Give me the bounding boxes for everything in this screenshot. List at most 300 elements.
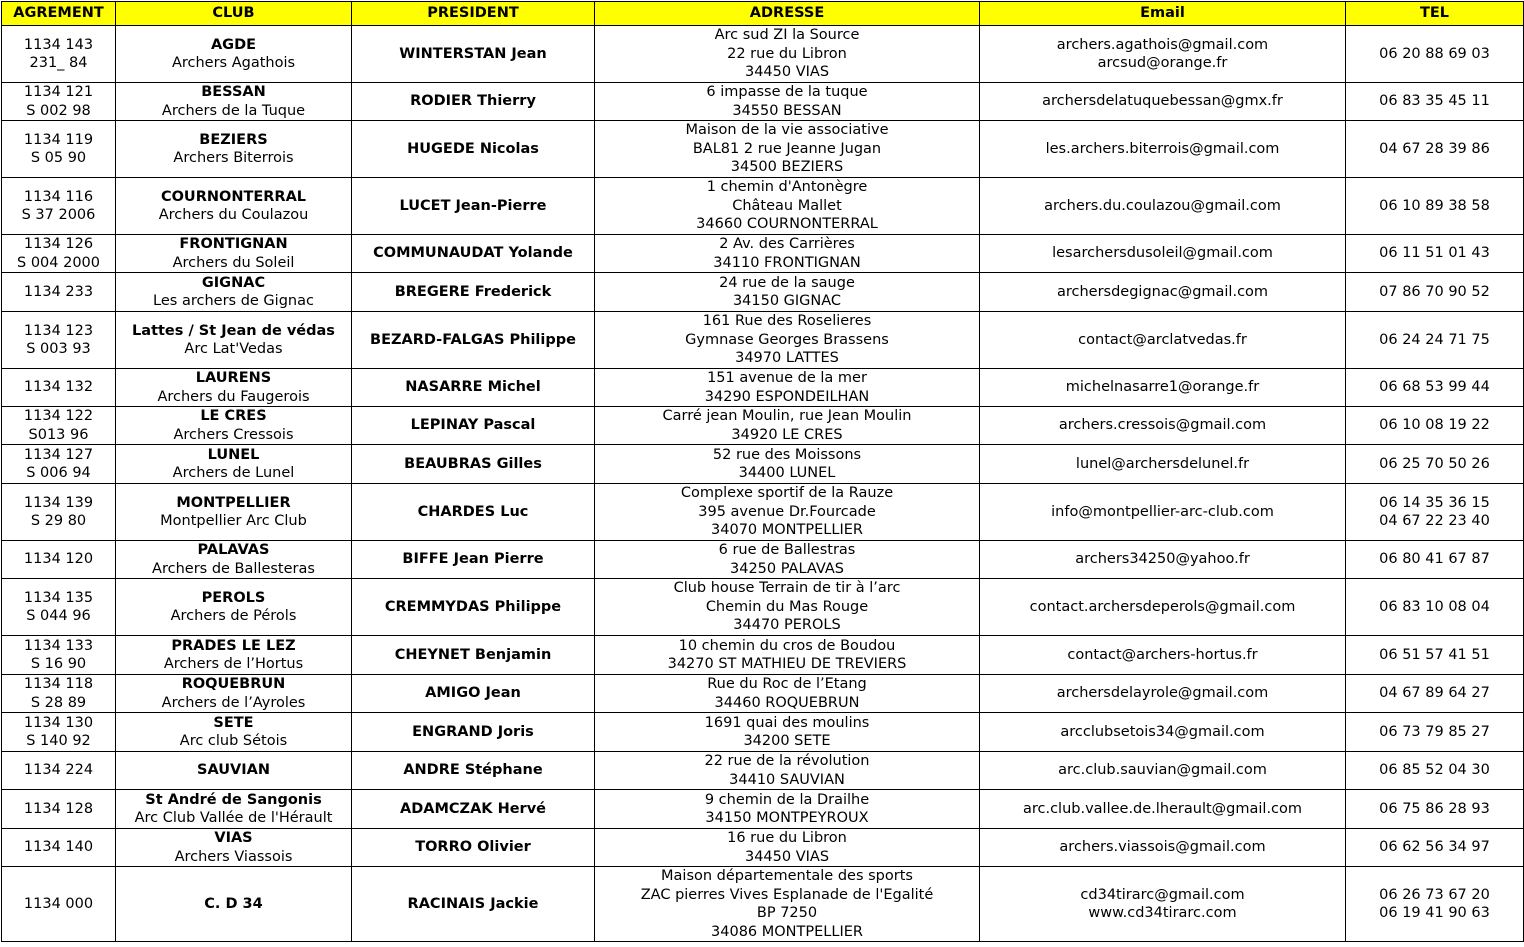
- tel-cell-line: 06 51 57 41 51: [1379, 646, 1490, 663]
- email-cell: [980, 579, 1346, 636]
- tel-cell-line: 06 75 86 28 93: [1379, 800, 1490, 817]
- agrement-cell-line: 1134 130: [23, 714, 94, 731]
- president-cell: CHEYNET Benjamin: [352, 636, 595, 675]
- tel-cell-line: 06 14 35 36 15: [1379, 494, 1490, 511]
- email-cell-line: contact@arclatvedas.fr: [1078, 331, 1247, 348]
- club-subtitle: Archers de Lunel: [172, 465, 295, 481]
- agrement-cell-line: 1134 122: [23, 408, 94, 424]
- email-cell: [980, 407, 1346, 445]
- tel-cell-line: 06 83 10 08 04: [1379, 598, 1490, 615]
- table-row: [2, 579, 1524, 636]
- tel-cell-line: 04 67 89 64 27: [1379, 685, 1490, 702]
- table-row: [2, 121, 1524, 178]
- club-name: LAURENS: [195, 370, 272, 386]
- tel-cell: [1346, 26, 1524, 83]
- table-row: [2, 484, 1524, 541]
- president-cell: AMIGO Jean: [352, 675, 595, 713]
- adresse-cell-line: 34970 LATTES: [735, 350, 839, 367]
- adresse-cell-line: 34450 VIAS: [744, 848, 830, 865]
- tel-cell: [1346, 713, 1524, 752]
- header-email: Email: [980, 2, 1346, 26]
- email-cell-line: info@montpellier-arc-club.com: [1051, 503, 1274, 520]
- tel-cell-line: 06 10 89 38 58: [1379, 197, 1490, 214]
- agrement-cell: [2, 445, 116, 484]
- email-cell: [980, 867, 1346, 942]
- agrement-cell-line: 1134 123: [23, 322, 94, 339]
- club-cell: [116, 790, 352, 829]
- club-name: VIAS: [214, 830, 253, 846]
- agrement-cell: [2, 178, 116, 235]
- email-cell: [980, 829, 1346, 867]
- agrement-cell-line: S 002 98: [26, 102, 91, 119]
- table-row: [2, 752, 1524, 790]
- club-subtitle: Les archers de Gignac: [153, 293, 314, 309]
- president-cell: HUGEDE Nicolas: [352, 121, 595, 178]
- club-name: Lattes / St Jean de védas: [132, 322, 335, 339]
- table-row: [2, 235, 1524, 273]
- email-cell: [980, 790, 1346, 829]
- agrement-cell-line: S 003 93: [26, 341, 91, 357]
- tel-cell-line: 06 24 24 71 75: [1379, 331, 1490, 348]
- tel-cell: [1346, 235, 1524, 273]
- header-row: [2, 2, 1524, 26]
- tel-cell: [1346, 369, 1524, 407]
- club-name: C. D 34: [204, 895, 263, 912]
- adresse-cell-line: 34290 ESPONDEILHAN: [704, 388, 870, 405]
- agrement-cell: [2, 713, 116, 752]
- tel-cell-line: 06 19 41 90 63: [1379, 905, 1490, 921]
- email-cell: [980, 675, 1346, 713]
- adresse-cell-line: 24 rue de la sauge: [719, 274, 855, 291]
- agrement-cell-line: S 05 90: [30, 150, 87, 166]
- table-row: [2, 26, 1524, 83]
- agrement-cell: [2, 484, 116, 541]
- agrement-cell-line: 1134 135: [23, 589, 94, 606]
- adresse-cell-line: Complexe sportif de la Rauze: [680, 485, 894, 502]
- club-cell: [116, 26, 352, 83]
- agrement-cell-line: S 006 94: [26, 465, 91, 481]
- email-cell: [980, 178, 1346, 235]
- club-subtitle: Archers du Faugerois: [157, 388, 310, 405]
- adresse-cell-line: 34150 GIGNAC: [732, 293, 842, 309]
- adresse-cell-line: 6 rue de Ballestras: [718, 542, 856, 558]
- tel-cell: [1346, 790, 1524, 829]
- agrement-cell-line: S 044 96: [26, 608, 91, 624]
- tel-cell: [1346, 273, 1524, 312]
- adresse-cell-line: 34450 VIAS: [744, 64, 830, 81]
- email-cell-line: arc.club.sauvian@gmail.com: [1058, 762, 1267, 779]
- agrement-cell-line: 1134 128: [23, 800, 94, 817]
- adresse-cell-line: 22 rue de la révolution: [704, 753, 870, 769]
- adresse-cell-line: 161 Rue des Roselieres: [702, 313, 872, 330]
- agrement-cell: [2, 369, 116, 407]
- table-row: [2, 541, 1524, 579]
- adresse-cell: [595, 121, 980, 178]
- tel-cell: [1346, 636, 1524, 675]
- email-cell-line: michelnasarre1@orange.fr: [1065, 379, 1260, 396]
- club-cell: [116, 579, 352, 636]
- adresse-cell-line: 34550 BESSAN: [732, 102, 842, 119]
- president-cell: ANDRE Stéphane: [352, 752, 595, 790]
- club-name: MONTPELLIER: [176, 494, 291, 511]
- agrement-cell-line: 1134 120: [23, 551, 94, 568]
- adresse-cell-line: 10 chemin du cros de Boudou: [678, 637, 896, 654]
- club-subtitle: Archers de Pérols: [170, 608, 297, 624]
- adresse-cell-line: 1 chemin d'Antonègre: [706, 179, 868, 196]
- tel-cell: [1346, 121, 1524, 178]
- adresse-cell-line: 34270 ST MATHIEU DE TREVIERS: [667, 656, 907, 672]
- agrement-cell-line: 1134 233: [23, 283, 94, 300]
- adresse-cell-line: 1691 quai des moulins: [704, 714, 870, 731]
- tel-cell-line: 06 25 70 50 26: [1379, 455, 1490, 472]
- president-cell: WINTERSTAN Jean: [352, 26, 595, 83]
- tel-cell-line: 06 68 53 99 44: [1379, 379, 1490, 396]
- adresse-cell: [595, 369, 980, 407]
- club-name: PALAVAS: [197, 542, 270, 558]
- agrement-cell-line: S 28 89: [30, 694, 87, 711]
- email-cell-line: contact@archers-hortus.fr: [1067, 646, 1258, 663]
- club-cell: [116, 867, 352, 942]
- club-cell: [116, 484, 352, 541]
- table-row: [2, 312, 1524, 369]
- adresse-cell: [595, 713, 980, 752]
- president-cell: LEPINAY Pascal: [352, 407, 595, 445]
- table-body: [2, 26, 1524, 942]
- table-row: [2, 178, 1524, 235]
- adresse-cell-line: 34200 SETE: [743, 733, 831, 749]
- president-cell: CREMMYDAS Philippe: [352, 579, 595, 636]
- club-subtitle: Montpellier Arc Club: [160, 513, 307, 529]
- club-cell: [116, 121, 352, 178]
- adresse-cell: [595, 407, 980, 445]
- adresse-cell-line: 6 impasse de la tuque: [706, 84, 868, 100]
- email-cell: [980, 541, 1346, 579]
- tel-cell: [1346, 752, 1524, 790]
- tel-cell: [1346, 867, 1524, 942]
- agrement-cell: [2, 273, 116, 312]
- adresse-cell-line: 34070 MONTPELLIER: [711, 522, 863, 539]
- email-cell: [980, 445, 1346, 484]
- email-cell: [980, 752, 1346, 790]
- table-row: [2, 790, 1524, 829]
- agrement-cell-line: S 16 90: [30, 656, 87, 672]
- president-cell: ADAMCZAK Hervé: [352, 790, 595, 829]
- club-cell: [116, 445, 352, 484]
- tel-cell-line: 06 73 79 85 27: [1379, 723, 1490, 740]
- president-cell: NASARRE Michel: [352, 369, 595, 407]
- email-cell: [980, 636, 1346, 675]
- agrement-cell-line: 1134 116: [23, 188, 94, 205]
- tel-cell-line: 04 67 22 23 40: [1379, 513, 1490, 529]
- agrement-cell: [2, 636, 116, 675]
- adresse-cell: [595, 675, 980, 713]
- agrement-cell-line: S 29 80: [30, 513, 87, 529]
- tel-cell: [1346, 407, 1524, 445]
- adresse-cell-line: Gymnase Georges Brassens: [685, 331, 889, 348]
- tel-cell-line: 06 20 88 69 03: [1379, 45, 1490, 62]
- tel-cell: [1346, 83, 1524, 121]
- header-agrement: AGREMENT: [2, 2, 116, 26]
- club-name: AGDE: [210, 36, 257, 53]
- club-name: St André de Sangonis: [145, 791, 322, 808]
- club-subtitle: Archers de Ballesteras: [152, 560, 315, 577]
- agrement-cell: [2, 867, 116, 942]
- president-cell: COMMUNAUDAT Yolande: [352, 235, 595, 273]
- agrement-cell: [2, 579, 116, 636]
- adresse-cell-line: Carré jean Moulin, rue Jean Moulin: [662, 408, 912, 424]
- president-cell: ENGRAND Joris: [352, 713, 595, 752]
- president-cell: RACINAIS Jackie: [352, 867, 595, 942]
- president-cell: TORRO Olivier: [352, 829, 595, 867]
- agrement-cell: [2, 235, 116, 273]
- email-cell: [980, 312, 1346, 369]
- club-subtitle: Arc Lat'Vedas: [184, 341, 283, 357]
- club-cell: [116, 369, 352, 407]
- adresse-cell: [595, 484, 980, 541]
- email-cell: [980, 369, 1346, 407]
- club-name: BESSAN: [201, 84, 266, 100]
- agrement-cell: [2, 312, 116, 369]
- adresse-cell: [595, 273, 980, 312]
- club-name: FRONTIGNAN: [179, 236, 288, 252]
- agrement-cell: [2, 83, 116, 121]
- adresse-cell: [595, 178, 980, 235]
- agrement-cell: [2, 752, 116, 790]
- club-subtitle: Archers Viassois: [174, 848, 293, 865]
- clubs-table: [1, 1, 1524, 942]
- agrement-cell-line: S 140 92: [26, 733, 91, 749]
- tel-cell-line: 07 86 70 90 52: [1379, 283, 1490, 300]
- agrement-cell-line: 1134 119: [23, 131, 94, 148]
- email-cell: [980, 273, 1346, 312]
- club-name: SAUVIAN: [197, 762, 270, 779]
- club-subtitle: Archers du Coulazou: [158, 207, 309, 223]
- adresse-cell: [595, 312, 980, 369]
- email-cell-line: archers.du.coulazou@gmail.com: [1044, 197, 1281, 214]
- table-row: [2, 636, 1524, 675]
- header-club: CLUB: [116, 2, 352, 26]
- club-subtitle: Arc club Sétois: [179, 733, 288, 749]
- agrement-cell: [2, 829, 116, 867]
- adresse-cell-line: Maison départementale des sports: [661, 868, 913, 884]
- tel-cell: [1346, 829, 1524, 867]
- club-subtitle: Archers du Soleil: [172, 254, 295, 271]
- club-subtitle: Archers Agathois: [171, 55, 296, 71]
- email-cell-line: archersdelatuquebessan@gmx.fr: [1042, 93, 1283, 110]
- adresse-cell-line: Chemin du Mas Rouge: [705, 598, 869, 615]
- table-row: [2, 273, 1524, 312]
- email-cell-line: arcsud@orange.fr: [1097, 55, 1228, 71]
- club-subtitle: Archers Biterrois: [173, 150, 294, 166]
- tel-cell: [1346, 178, 1524, 235]
- tel-cell-line: 06 85 52 04 30: [1379, 762, 1490, 779]
- adresse-cell: [595, 235, 980, 273]
- email-cell-line: lesarchersdusoleil@gmail.com: [1052, 245, 1273, 262]
- agrement-cell-line: 1134 127: [23, 446, 94, 463]
- adresse-cell-line: 34150 MONTPEYROUX: [705, 810, 869, 826]
- tel-cell: [1346, 675, 1524, 713]
- president-cell: BEZARD-FALGAS Philippe: [352, 312, 595, 369]
- table-row: [2, 407, 1524, 445]
- email-cell-line: cd34tirarc@gmail.com: [1080, 886, 1245, 903]
- email-cell: [980, 235, 1346, 273]
- club-cell: [116, 235, 352, 273]
- club-subtitle: Archers de la Tuque: [161, 102, 306, 119]
- club-name: PRADES LE LEZ: [171, 637, 296, 654]
- email-cell: [980, 121, 1346, 178]
- adresse-cell-line: 151 avenue de la mer: [707, 370, 867, 386]
- adresse-cell-line: ZAC pierres Vives Esplanade de l'Egalité: [640, 886, 934, 903]
- club-name: SETE: [213, 714, 254, 731]
- tel-cell: [1346, 579, 1524, 636]
- club-name: LUNEL: [207, 446, 260, 463]
- club-subtitle: Arc Club Vallée de l'Hérault: [134, 810, 333, 826]
- adresse-cell: [595, 790, 980, 829]
- adresse-cell-line: 16 rue du Libron: [727, 830, 847, 846]
- email-cell-line: archers.cressois@gmail.com: [1058, 417, 1267, 434]
- club-name: BEZIERS: [199, 131, 268, 148]
- president-cell: BREGERE Frederick: [352, 273, 595, 312]
- table-row: [2, 867, 1524, 942]
- adresse-cell-line: Château Mallet: [732, 197, 842, 214]
- club-cell: [116, 675, 352, 713]
- agrement-cell-line: S 004 2000: [17, 254, 100, 271]
- tel-cell-line: 06 83 35 45 11: [1379, 93, 1490, 110]
- adresse-cell-line: 34460 ROQUEBRUN: [714, 694, 860, 711]
- adresse-cell-line: 22 rue du Libron: [727, 45, 847, 62]
- agrement-cell-line: 1134 126: [23, 236, 94, 252]
- tel-cell-line: 06 80 41 67 87: [1379, 551, 1490, 568]
- adresse-cell: [595, 752, 980, 790]
- club-cell: [116, 312, 352, 369]
- agrement-cell-line: S013 96: [28, 426, 89, 443]
- table-row: [2, 829, 1524, 867]
- tel-cell: [1346, 445, 1524, 484]
- agrement-cell: [2, 675, 116, 713]
- adresse-cell-line: BP 7250: [756, 905, 818, 921]
- club-subtitle: Archers Cressois: [173, 426, 294, 443]
- adresse-cell-line: 9 chemin de la Drailhe: [704, 791, 870, 808]
- agrement-cell-line: 1134 140: [23, 839, 94, 856]
- club-cell: [116, 407, 352, 445]
- adresse-cell: [595, 445, 980, 484]
- adresse-cell-line: Maison de la vie associative: [685, 122, 889, 139]
- email-cell-line: archers.viassois@gmail.com: [1059, 839, 1266, 856]
- adresse-cell-line: 34500 BEZIERS: [730, 159, 844, 176]
- table-row: [2, 675, 1524, 713]
- adresse-cell-line: 34250 PALAVAS: [730, 560, 844, 577]
- president-cell: BEAUBRAS Gilles: [352, 445, 595, 484]
- club-name: LE CRES: [200, 408, 267, 424]
- club-cell: [116, 752, 352, 790]
- president-cell: BIFFE Jean Pierre: [352, 541, 595, 579]
- header-president: PRESIDENT: [352, 2, 595, 26]
- adresse-cell-line: 34660 COURNONTERRAL: [696, 216, 878, 233]
- adresse-cell-line: Rue du Roc de l’Etang: [707, 676, 867, 692]
- agrement-cell-line: S 37 2006: [21, 207, 96, 223]
- tel-cell-line: 06 11 51 01 43: [1379, 245, 1490, 262]
- club-name: COURNONTERRAL: [160, 188, 307, 205]
- agrement-cell: [2, 541, 116, 579]
- club-cell: [116, 178, 352, 235]
- adresse-cell-line: 395 avenue Dr.Fourcade: [698, 503, 876, 520]
- president-cell: LUCET Jean-Pierre: [352, 178, 595, 235]
- email-cell-line: les.archers.biterrois@gmail.com: [1045, 140, 1280, 157]
- email-cell: [980, 484, 1346, 541]
- adresse-cell-line: 2 Av. des Carrières: [719, 236, 855, 252]
- agrement-cell-line: 1134 000: [23, 895, 94, 912]
- agrement-cell-line: 1134 143: [23, 36, 94, 53]
- club-subtitle: Archers de l’Ayroles: [161, 694, 306, 711]
- club-name: GIGNAC: [201, 274, 266, 291]
- adresse-cell-line: BAL81 2 rue Jeanne Jugan: [692, 140, 882, 157]
- email-cell: [980, 26, 1346, 83]
- agrement-cell: [2, 121, 116, 178]
- table-row: [2, 445, 1524, 484]
- tel-cell-line: 04 67 28 39 86: [1379, 140, 1490, 157]
- email-cell-line: archersdegignac@gmail.com: [1056, 283, 1269, 300]
- tel-cell: [1346, 541, 1524, 579]
- agrement-cell-line: 1134 118: [23, 676, 94, 692]
- email-cell-line: www.cd34tirarc.com: [1088, 905, 1237, 921]
- adresse-cell-line: 34470 PEROLS: [733, 617, 841, 634]
- club-name: ROQUEBRUN: [181, 676, 286, 692]
- header-tel: TEL: [1346, 2, 1524, 26]
- email-cell-line: arcclubsetois34@gmail.com: [1060, 723, 1265, 740]
- president-cell: RODIER Thierry: [352, 83, 595, 121]
- adresse-cell: [595, 541, 980, 579]
- adresse-cell-line: Arc sud ZI la Source: [714, 27, 860, 44]
- agrement-cell: [2, 407, 116, 445]
- adresse-cell: [595, 26, 980, 83]
- agrement-cell-line: 1134 121: [23, 84, 94, 100]
- adresse-cell: [595, 829, 980, 867]
- email-cell-line: lunel@archersdelunel.fr: [1075, 455, 1250, 472]
- adresse-cell-line: 34400 LUNEL: [738, 465, 836, 481]
- club-cell: [116, 273, 352, 312]
- adresse-cell-line: Club house Terrain de tir à l’arc: [673, 580, 901, 597]
- agrement-cell: [2, 790, 116, 829]
- table-row: [2, 713, 1524, 752]
- email-cell-line: archersdelayrole@gmail.com: [1056, 685, 1269, 702]
- adresse-cell: [595, 83, 980, 121]
- agrement-cell-line: 1134 132: [23, 379, 94, 396]
- club-cell: [116, 541, 352, 579]
- adresse-cell-line: 34920 LE CRES: [731, 426, 843, 443]
- tel-cell: [1346, 312, 1524, 369]
- adresse-cell-line: 34110 FRONTIGNAN: [713, 254, 861, 271]
- agrement-cell-line: 231_ 84: [29, 55, 88, 71]
- email-cell-line: arc.club.vallee.de.lherault@gmail.com: [1022, 800, 1303, 817]
- tel-cell-line: 06 62 56 34 97: [1379, 839, 1490, 856]
- club-cell: [116, 636, 352, 675]
- tel-cell-line: 06 26 73 67 20: [1379, 886, 1490, 903]
- email-cell-line: contact.archersdeperols@gmail.com: [1029, 598, 1296, 615]
- email-cell: [980, 83, 1346, 121]
- adresse-cell-line: 34086 MONTPELLIER: [711, 923, 863, 940]
- header-adresse: ADRESSE: [595, 2, 980, 26]
- club-name: PEROLS: [201, 589, 266, 606]
- agrement-cell-line: 1134 139: [23, 494, 94, 511]
- tel-cell-line: 06 10 08 19 22: [1379, 417, 1490, 434]
- club-subtitle: Archers de l’Hortus: [163, 656, 304, 672]
- agrement-cell: [2, 26, 116, 83]
- adresse-cell: [595, 579, 980, 636]
- table-row: [2, 83, 1524, 121]
- adresse-cell: [595, 867, 980, 942]
- agrement-cell-line: 1134 224: [23, 762, 94, 779]
- table-row: [2, 369, 1524, 407]
